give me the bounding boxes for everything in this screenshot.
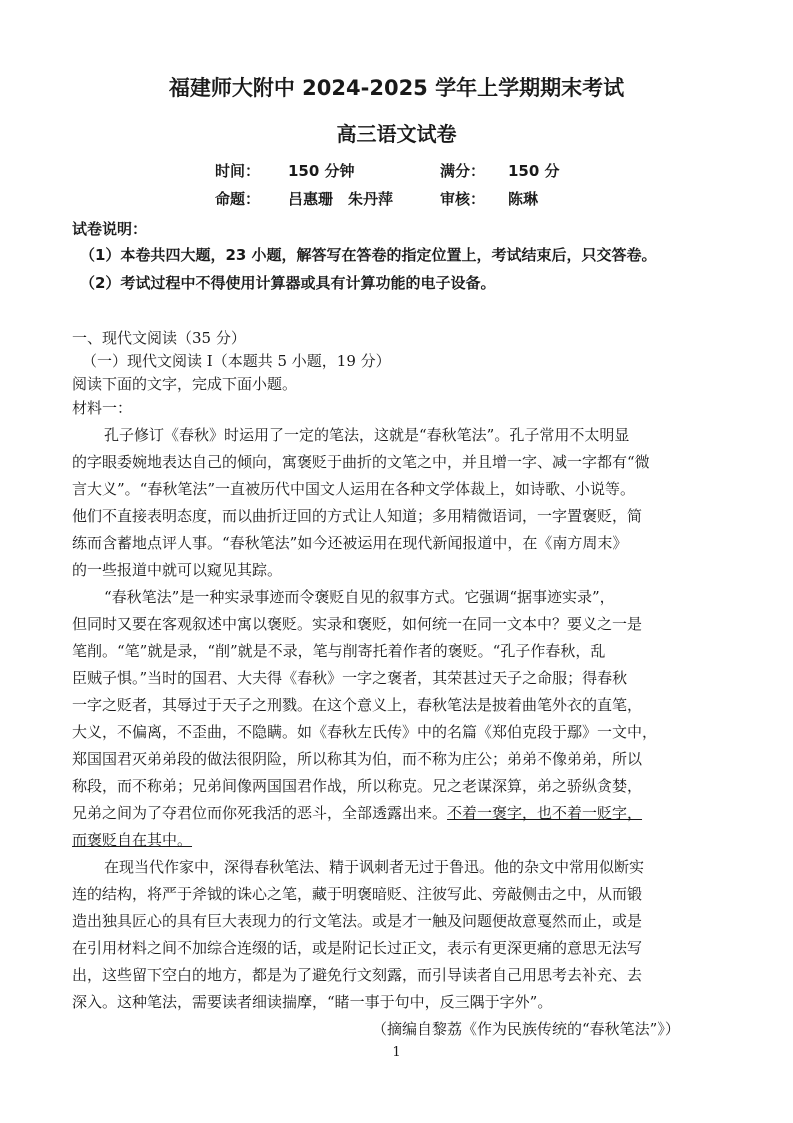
passage-line: 大义，不偏离，不歪曲，不隐瞒。如《春秋左氏传》中的名篇《郑伯克段于鄢》一文中， xyxy=(72,723,658,741)
paper-subtitle: 高三语文试卷 xyxy=(336,122,457,146)
instructions-heading: 试卷说明： xyxy=(72,220,148,238)
passage-line-with-underline xyxy=(72,802,752,823)
exam-title: 福建师大附中 2024-2025 学年上学期期末考试 xyxy=(168,76,625,100)
passage-line: 造出独具匠心的具有巨大表现力的行文笔法。或是才一触及问题便故意戛然而止，或是 xyxy=(72,912,643,930)
passage-line: 连的结构，将严于斧钺的诛心之笔，藏于明褒暗贬、注彼写此、旁敲侧击之中，从而锻 xyxy=(72,885,643,903)
author-value: 吕惠珊 朱丹萍 xyxy=(288,190,394,208)
passage-line: 深入。这种笔法，需要读者细读揣摩，“睹一事于句中，反三隅于字外”。 xyxy=(72,993,553,1011)
passage-line: 郑国国君灭弟弟段的做法很阴险，所以称其为伯，而不称为庄公；弟弟不像弟弟，所以 xyxy=(72,750,643,768)
passage-line: 称段，而不称弟；兄弟间像两国国君作战，所以称克。兄之老谋深算，弟之骄纵贪婪， xyxy=(72,777,643,795)
passage-line: 他们不直接表明态度，而以曲折迂回的方式让人知道；多用精微语词，一字置褒贬，简 xyxy=(72,507,643,525)
passage-line: 在引用材料之间不加综合连缀的话，或是附记长过正文，表示有更深更痛的意思无法写 xyxy=(72,939,643,957)
passage-line xyxy=(72,829,752,850)
passage-line: 的一些报道中就可以窥见其踪。 xyxy=(72,561,283,579)
passage-line: 在现当代作家中，深得春秋笔法、精于讽刺者无过于鲁迅。他的杂文中常用似断实 xyxy=(104,858,645,876)
score-label: 满分： xyxy=(440,162,486,180)
reviewer-label: 审核： xyxy=(440,190,486,208)
passage-line: 一字之贬者，其辱过于天子之刑戮。在这个意义上，春秋笔法是披着曲笔外衣的直笔， xyxy=(72,696,643,714)
passage-line: 言大义”。“春秋笔法”一直被历代中国文人运用在各种文学体裁上，如诗歌、小说等。 xyxy=(72,480,636,498)
source-citation: （摘编自黎荔《作为民族传统的“春秋笔法”》） xyxy=(372,1020,680,1038)
time-label: 时间： xyxy=(215,162,261,180)
instruction-item-2: （2）考试过程中不得使用计算器或具有计算功能的电子设备。 xyxy=(80,274,496,292)
passage-line: 的字眼委婉地表达自己的倾向，寓褒贬于曲折的文笔之中，并且增一字、减一字都有“微 xyxy=(72,453,650,471)
material-label: 材料一： xyxy=(72,399,133,417)
page-number: 1 xyxy=(392,1045,401,1060)
time-value: 150 分钟 xyxy=(288,162,355,180)
passage-line: 出，这些留下空白的地方，都是为了避免行文刻露，而引导读者自己用思考去补充、去 xyxy=(72,966,643,984)
section-heading: 一、现代文阅读（35 分） xyxy=(72,329,246,347)
author-label: 命题： xyxy=(215,190,261,208)
reviewer-value: 陈琳 xyxy=(508,190,539,208)
passage-line: “春秋笔法”是一种实录事迹而令褒贬自见的叙事方式。它强调“据事迹实录”， xyxy=(104,588,615,606)
passage-line: 练而含蓄地点评人事。“春秋笔法”如今还被运用在现代新闻报道中，在《南方周末》 xyxy=(72,534,628,552)
reading-prompt: 阅读下面的文字，完成下面小题。 xyxy=(72,375,298,393)
subsection-heading: （一）现代文阅读 Ⅰ（本题共 5 小题，19 分） xyxy=(82,352,391,370)
passage-line: 但同时又要在客观叙述中寓以褒贬。实录和褒贬，如何统一在同一文本中？要义之一是 xyxy=(72,615,643,633)
passage-line: 臣贼子惧。”当时的国君、大夫得《春秋》一字之褒者，其荣甚过天子之命服；得春秋 xyxy=(72,669,628,687)
underlined-phrase: 而褒贬自在其中。 xyxy=(72,831,193,849)
passage-text: 兄弟之间为了夺君位而你死我活的恶斗，全部透露出来。 xyxy=(72,804,448,822)
passage-line: 笔削。“笔”就是录，“削”就是不录，笔与削寄托着作者的褒贬。“孔子作春秋，乱 xyxy=(72,642,606,660)
instruction-item-1: （1）本卷共四大题，23 小题，解答写在答卷的指定位置上，考试结束后，只交答卷。 xyxy=(80,246,657,264)
passage-line: 孔子修订《春秋》时运用了一定的笔法，这就是“春秋笔法”。孔子常用不太明显 xyxy=(104,426,630,444)
score-value: 150 分 xyxy=(508,162,560,180)
underlined-phrase: 不着一褒字，也不着一贬字， xyxy=(447,804,643,822)
